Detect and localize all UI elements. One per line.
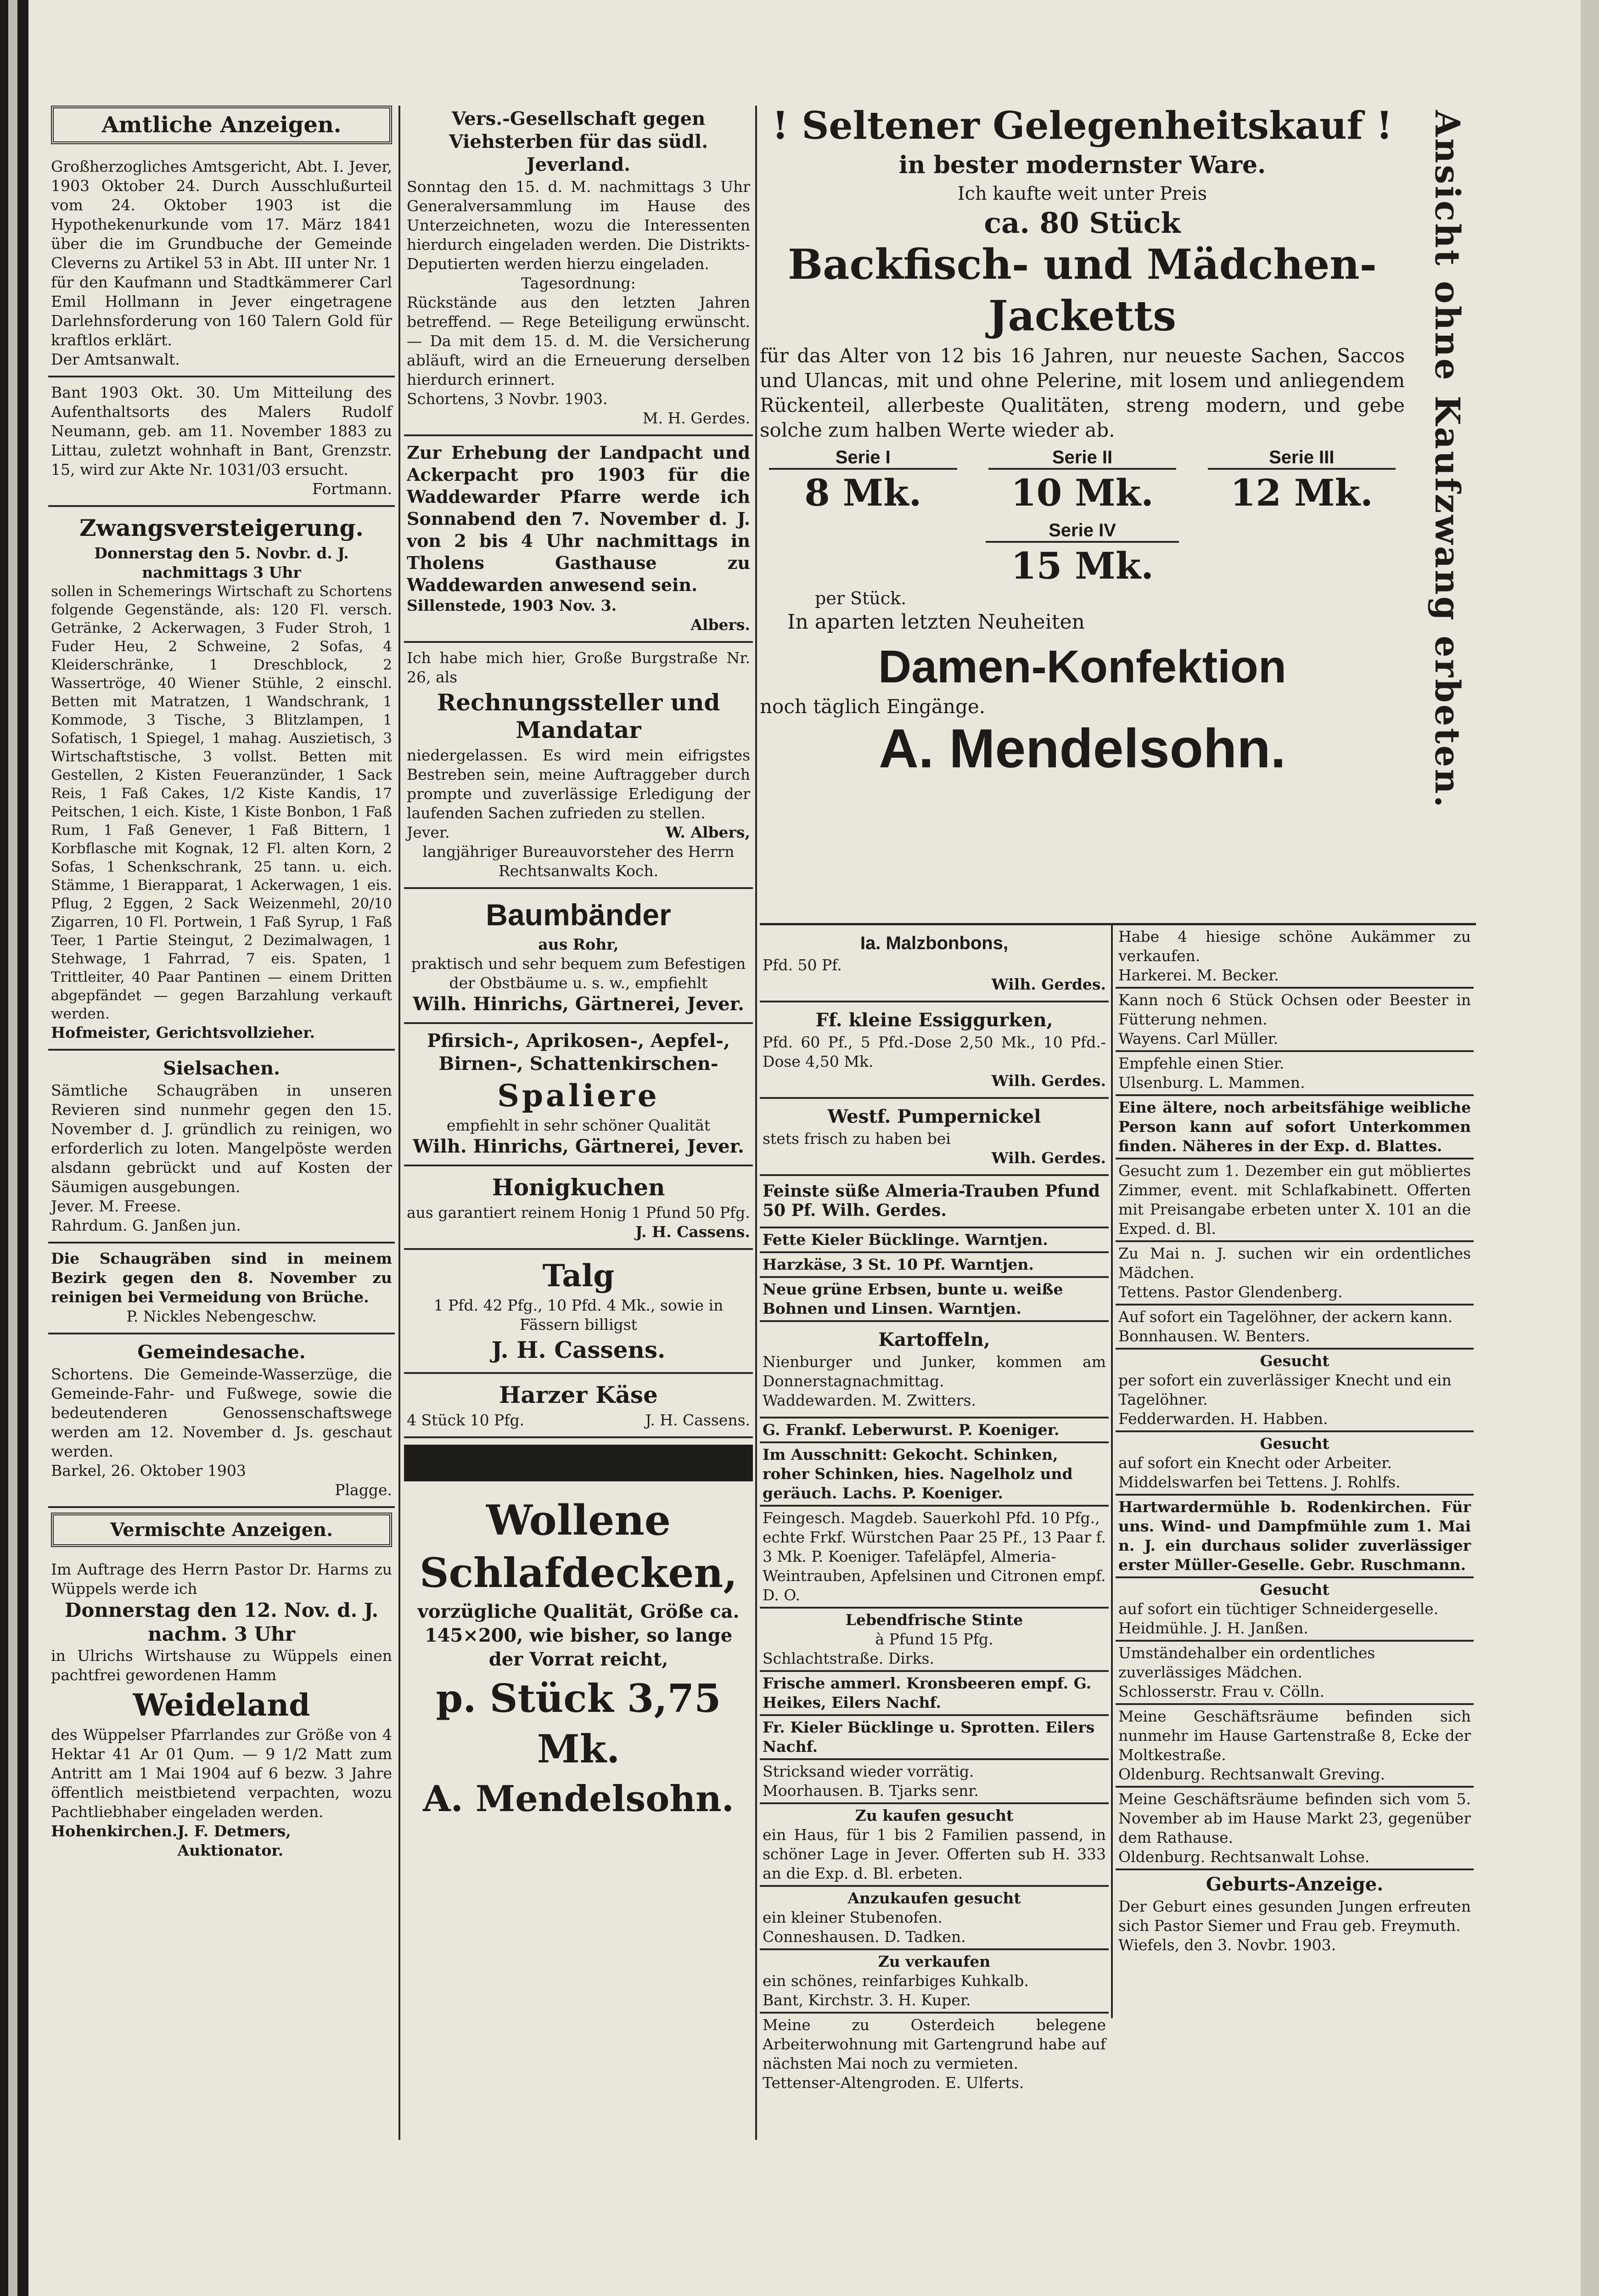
ad-text: Gesucht zum 1. Dezember ein gut möbliertes Zimmer, event. mit Schlafkabinett. Offerten mit Preisangabe erbeten unter X. 101 an die Exped. d. Bl. — [1118, 1162, 1471, 1238]
ad-title: Gesucht — [1260, 1581, 1330, 1598]
ad-title: Gemeindesache. — [137, 1341, 306, 1363]
ad-hypothek — [48, 152, 395, 377]
ad-aukaemmer — [1116, 925, 1474, 989]
price-value: 10 Mk. — [1010, 471, 1154, 514]
ad-erbsen — [760, 1278, 1109, 1322]
ad-title: Westf. Pumpernickel — [827, 1106, 1041, 1127]
ad-text: G. Frankf. Leberwurst. P. Koeniger. — [763, 1421, 1060, 1439]
ad-title: Talg — [542, 1258, 615, 1294]
ad-title: ! Seltener Gelegenheitskauf ! — [772, 104, 1393, 148]
ad-text: Ich kaufte weit unter Preis — [957, 183, 1207, 204]
ad-text: ein schönes, reinfarbiges Kuhkalb. — [763, 1972, 1029, 1990]
ad-text: auf sofort ein Knecht oder Arbeiter. — [1118, 1454, 1392, 1472]
ad-date: Schortens, 3 Novbr. 1903. — [407, 390, 608, 408]
ad-text: Im Auftrage des Herrn Pastor Dr. Harms zu Wüppels werde ich — [51, 1560, 392, 1598]
ad-sielsachen — [48, 1051, 395, 1244]
column-rule — [1111, 925, 1113, 2018]
ad-text: Umständehalber ein ordentliches zuverlässiges Mädchen. — [1118, 1644, 1375, 1681]
ad-sign: Schlachtstraße. Dirks. — [763, 1649, 934, 1667]
ad-text: Bant 1903 Okt. 30. Um Mitteilung des Aufenthaltsorts des Malers Rudolf Neumann, geb. am 11. November 1883 zu Littau, zuletzt wohnhaft in Bant, Grenzstr. 15, wird zur Akte Nr. 1031/03 ersucht. — [51, 383, 392, 478]
price-label: Serie II — [988, 447, 1177, 470]
ad-text: Pfd. 60 Pf., 5 Pfd.-Dose 2,50 Mk., 10 Pfd.-Dose 4,50 Mk. — [763, 1033, 1106, 1070]
ad-text: 4 Stück 10 Pfg. — [407, 1411, 525, 1429]
ad-sign: Middelswarfen bei Tettens. J. Rohlfs. — [1118, 1473, 1401, 1491]
ad-text: Auf sofort ein Tagelöhner, der ackern kann. — [1118, 1308, 1453, 1326]
ad-title: Zwangsversteigerung. — [79, 514, 364, 541]
ad-zu-kaufen — [760, 1804, 1109, 1887]
ad-honigkuchen — [404, 1166, 753, 1250]
ad-sign: J. H. Cassens. — [635, 1223, 750, 1241]
ad-title: Zu kaufen gesucht — [855, 1806, 1014, 1824]
ad-text: Hartwardermühle b. Rodenkirchen. Für uns. Wind- und Dampfmühle zum 1. Mai n. J. ein durchaus solider zuverlässiger erster Müller-Geselle. Gebr. Ruschmann. — [1118, 1498, 1471, 1574]
ad-text: stets frisch zu haben bei — [763, 1130, 951, 1148]
ad-sign: J. H. Cassens. — [645, 1411, 750, 1429]
ad-text: Der Geburt eines gesunden Jungen erfreuten sich Pastor Siemer und Frau geb. Freymuth. — [1118, 1897, 1471, 1935]
black-rule — [404, 1445, 753, 1481]
ad-sign: Hofmeister, Gerichtsvollzieher. — [51, 1024, 315, 1041]
ad-sign: Oldenburg. Rechtsanwalt Greving. — [1118, 1765, 1385, 1783]
ad-text: Pfd. 50 Pf. — [763, 956, 842, 974]
ad-malzbonbons — [760, 925, 1109, 1002]
ad-title: Gesucht — [1260, 1435, 1330, 1452]
ad-essiggurken — [760, 1002, 1109, 1099]
ad-sign: Fortmann. — [312, 480, 392, 498]
ad-sign: Albers. — [690, 616, 750, 634]
ad-osterdeich — [760, 2014, 1109, 2094]
ad-title: Honigkuchen — [492, 1174, 665, 1201]
ad-ochsen — [1116, 989, 1474, 1052]
price-value: 12 Mk. — [1230, 471, 1373, 514]
ad-text: empfiehlt in sehr schöner Qualität — [446, 1116, 711, 1134]
ad-sign: Moorhausen. B. Tjarks senr. — [763, 1782, 979, 1800]
ad-text: Fr. Kieler Bücklinge u. Sprotten. Eilers Nachf. — [763, 1718, 1095, 1756]
ad-date: Wiefels, den 3. Novbr. 1903. — [1118, 1936, 1336, 1954]
ad-sign: Der Amtsanwalt. — [51, 350, 180, 368]
ad-place: Hohenkirchen. — [51, 1822, 178, 1840]
ad-text: Eine ältere, noch arbeitsfähige weibliche Person kann auf sofort Unterkommen finden. Näheres in der Exp. d. Blattes. — [1118, 1098, 1471, 1155]
ad-schlafdecken — [404, 1488, 753, 1830]
ad-text: Empfehle einen Stier. — [1118, 1054, 1285, 1072]
ad-text: Stricksand wieder vorrätig. — [763, 1762, 974, 1780]
page-edge — [1581, 0, 1599, 2296]
ad-text: Rückstände aus den letzten Jahren betreffend. — Rege Beteiligung erwünscht. — Da mit dem 15. d. M. die Versicherung abläuft, wird an die Erneuerung derselben hierdurch erinnert. — [407, 293, 750, 388]
ad-sign: Tettens. Pastor Glendenberg. — [1118, 1283, 1343, 1301]
ad-text: Die Schaugräben sind in meinem Bezirk gegen den 8. November zu reinigen bei Vermeidung von Brüche. — [51, 1249, 392, 1306]
ad-title: Anzukaufen gesucht — [847, 1889, 1021, 1907]
ad-sign: Wilh. Hinrichs, Gärtnerei, Jever. — [413, 1136, 744, 1157]
ad-geschaeft-greving — [1116, 1705, 1474, 1788]
ad-text: Neue grüne Erbsen, bunte u. weiße Bohnen und Linsen. Warntjen. — [763, 1280, 1063, 1317]
ad-text: Kann noch 6 Stück Ochsen oder Beester in Fütterung nehmen. — [1118, 991, 1471, 1028]
ad-zwangsversteigerung — [48, 507, 395, 1051]
ad-talg — [404, 1250, 753, 1374]
ad-title: Zu verkaufen — [878, 1953, 991, 1970]
ad-anzukaufen — [760, 1887, 1109, 1950]
ad-date: Donnerstag den 12. Nov. d. J. nachm. 3 Uhr — [64, 1599, 379, 1645]
ad-title: Geburts-Anzeige. — [1206, 1874, 1384, 1895]
vertical-slogan-text: Ansicht ohne Kaufzwang erbeten. — [1427, 110, 1467, 810]
ad-title: Baumbänder — [486, 898, 671, 932]
ad-sign: J. F. Detmers, Auktionator. — [177, 1822, 291, 1859]
column-3a — [760, 925, 1109, 2092]
price-row — [769, 447, 1396, 516]
price-serie-2 — [988, 447, 1177, 516]
ad-text: à Pfund 15 Pfg. — [875, 1630, 993, 1648]
ad-subtitle: in bester modernster Ware. — [898, 151, 1266, 179]
amtliche-header: Amtliche Anzeigen. — [51, 106, 392, 144]
ad-text: Feinste süße Almeria-Trauben Pfund 50 Pf. Wilh. Gerdes. — [763, 1182, 1100, 1220]
ad-baumbaender — [404, 889, 753, 1024]
ad-sign: Wilh. Hinrichs, Gärtnerei, Jever. — [413, 993, 744, 1015]
ad-title: Rechnungssteller und Mandatar — [437, 689, 720, 743]
ad-aeltere-person — [1116, 1096, 1474, 1159]
ad-weideland — [48, 1554, 395, 1867]
ad-text: Pfirsich-, Aprikosen-, Aepfel-, Birnen-, Schattenkirschen- — [427, 1030, 730, 1075]
ad-sign: J. H. Cassens. — [491, 1336, 666, 1363]
price-value: 8 Mk. — [804, 471, 922, 514]
ad-text: Frische ammerl. Kronsbeeren empf. G. Heikes, Eilers Nachf. — [763, 1674, 1092, 1711]
ad-text: Meine Geschäftsräume befinden sich vom 5. November ab im Hause Markt 23, gegenüber dem Rathause. — [1118, 1790, 1471, 1846]
ad-title-2: Backfisch- und Mädchen-Jacketts — [788, 240, 1377, 340]
ad-title-2: Schlafdecken, — [419, 1549, 738, 1597]
ad-text: In aparten letzten Neuheiten — [787, 610, 1085, 634]
ad-buecklinge — [760, 1228, 1109, 1253]
ad-geburt — [1116, 1870, 1474, 1957]
column-2 — [404, 101, 753, 2167]
ad-sign: Conneshausen. D. Tadken. — [763, 1928, 966, 1946]
ad-text: Großherzogliches Amtsgericht, Abt. I. Jever, 1903 Oktober 24. Durch Ausschlußurteil vom 24. Oktober 1903 ist die Hypothekenurkunde vom 17. März 1841 über die im Grundbuche der Gemeinde Cleverns zu Artikel 53 in Abt. III unter Nr. 1 für den Kaufmann und Stadtkämmerer Carl Emil Hollmann in Jever eingetragene Darlehnsforderung von 160 Talern Gold für kraftlos erklärt. — [51, 158, 392, 349]
ad-pumpernickel — [760, 1099, 1109, 1176]
ad-maedchen — [1116, 1242, 1474, 1306]
per-piece: per Stück. — [815, 588, 907, 608]
ad-text: ein Haus, für 1 bis 2 Familien passend, in schöner Lage in Jever. Offerten sub H. 333 an die Exp. d. Bl. erbeten. — [763, 1826, 1106, 1882]
ad-rechnungssteller — [404, 643, 753, 889]
vertical-slogan — [1421, 110, 1467, 932]
ad-versicherung — [404, 101, 753, 436]
ad-gesucht-knecht — [1116, 1350, 1474, 1432]
ad-title: Spaliere — [497, 1078, 660, 1114]
ad-ausschnitt — [760, 1443, 1109, 1507]
ad-place: Jever. — [407, 823, 450, 841]
ad-text: Feingesch. Magdeb. Sauerkohl Pfd. 10 Pfg., echte Frkf. Würstchen Paar 25 Pf., 13 Paar f. 3 Mk. P. Koeniger. Tafeläpfel, Almeria-Weintrauben, Apfelsinen und Citronen empf. D. O. — [763, 1509, 1106, 1604]
ad-title: Ff. kleine Essiggurken, — [815, 1009, 1053, 1031]
ad-text: Schortens. Die Gemeinde-Wasserzüge, die Gemeinde-Fahr- und Fußwege, sowie die bedeutenderen Genossenschaftswege werden am 12. November d. Js. geschaut werden. — [51, 1365, 392, 1460]
ad-sign: Bonnhausen. W. Benters. — [1118, 1327, 1310, 1345]
ad-text: aus garantiert reinem Honig 1 Pfund 50 Pfg. — [407, 1204, 750, 1221]
ad-sign: A. Mendelsohn. — [423, 1778, 734, 1820]
ad-text: sollen in Schemerings Wirtschaft zu Schortens folgende Gegenstände, als: 120 Fl. versch. Getränke, 2 Ackerwagen, 3 Fuder Stroh, 1 Fuder Heu, 2 Schweine, 2 Sofas, 4 Kleiderschränke, 1 Dreschblock, 2 Wassertröge, 40 Wiener Stühle, 2 einschl. Betten mit Matratzen, 1 Wandschrank, 1 Kommode, 3 Tische, 3 Blitzlampen, 1 Sofatisch, 1 Spiegel, 1 mahag. Auszietisch, 3 Wirtschaftstische, 3 vollst. Betten mit Gestellen, 2 Kisten Feueranzünder, 1 Sack Reis, 1 Faß Cakes, 1/2 Kiste Kandis, 17 Peitschen, 1 eich. Kiste, 1 Kiste Bonbon, 1 Faß Rum, 1 Faß Genever, 1 Faß Bittern, 1 Korbflasche mit Kognak, 12 Fl. alten Korn, 2 Sofas, 1 Schenkschrank, 25 tann. u. eich. Stämme, 1 Bierapparat, 1 Ackerwagen, 1 eis. Pflug, 2 Eggen, 2 Sack Weizenmehl, 20/10 Zigarren, 10 Fl. Portwein, 1 Faß Syrup, 1 Faß Teer, 1 Partie Steingut, 2 Dezimalwagen, 1 Stehwage, 1 Fahrrad, 7 eis. Spaten, 1 Trittleiter, 40 Paar Pantinen — einem Dritten abgepfändet — gegen Barzahlung verkauft werden. — [51, 583, 392, 1022]
ad-sign: Ulsenburg. L. Mammen. — [1118, 1074, 1305, 1092]
ad-text: praktisch und sehr bequem zum Befestigen der Obstbäume u. s. w., empfiehlt — [411, 955, 746, 992]
ad-price: p. Stück 3,75 Mk. — [436, 1676, 721, 1772]
ad-sign: P. Nickles Nebengeschw. — [126, 1307, 317, 1325]
ad-title: Ia. Malzbonbons, — [860, 933, 1009, 953]
ad-sign: Tettenser-Altengroden. E. Ulferts. — [763, 2074, 1024, 2092]
ad-text: Fette Kieler Bücklinge. Warntjen. — [763, 1231, 1048, 1249]
ad-title: Harzer Käse — [499, 1381, 658, 1408]
ad-text: niedergelassen. Es wird mein eifrigstes Bestreben sein, meine Auftraggeber durch prompte und zuverlässige Erledigung der laufenden Sachen zufrieden zu stellen. — [407, 746, 750, 822]
price-label: Serie I — [769, 447, 957, 470]
ad-text: Zu Mai n. J. suchen wir ein ordentliches Mädchen. — [1118, 1244, 1471, 1282]
ad-schaugraeben — [48, 1244, 395, 1334]
ad-text: per sofort ein zuverlässiger Knecht und ein Tagelöhner. — [1118, 1371, 1452, 1408]
ad-title: Wollene — [486, 1496, 671, 1545]
ad-text: Nienburger und Junker, kommen am Donnerstagnachmittag. — [763, 1353, 1106, 1390]
ad-gesucht-arbeiter — [1116, 1432, 1474, 1496]
ad-sauerkohl — [760, 1507, 1109, 1609]
ad-sign: Jever. M. Freese. — [51, 1197, 181, 1215]
ad-text: ein kleiner Stubenofen. — [763, 1908, 943, 1926]
ad-text: vorzügliche Qualität, Größe ca. 145×200, wie bisher, so lange der Vorrat reicht, — [417, 1601, 740, 1670]
ad-text: noch täglich Eingänge. — [760, 695, 986, 718]
ad-spaliere — [404, 1024, 753, 1166]
ad-title: Vers.-Gesellschaft gegen Viehsterben für das südl. Jeverland. — [449, 108, 708, 175]
previous-page-edge — [8, 0, 17, 2296]
price-serie-1 — [769, 447, 957, 516]
ad-sign: Plagge. — [335, 1481, 392, 1499]
ad-muehle — [1116, 1496, 1474, 1578]
ad-text: Harzkäse, 3 St. 10 Pf. Warntjen. — [763, 1255, 1034, 1273]
ad-aufenthalt — [48, 377, 395, 507]
ad-subtitle: Tagesordnung: — [521, 274, 636, 292]
price-serie-3 — [1208, 447, 1396, 516]
column-rule — [755, 106, 757, 2140]
price-value: 15 Mk. — [1010, 544, 1154, 587]
ad-gemeindesache — [48, 1334, 395, 1508]
ad-title: Sielsachen. — [163, 1058, 281, 1079]
ad-kronsbeeren — [760, 1672, 1109, 1716]
ad-date: Barkel, 26. Oktober 1903 — [51, 1462, 246, 1480]
ad-sign: Bant, Kirchstr. 3. H. Kuper. — [763, 1991, 971, 2009]
ad-title: Weideland — [133, 1687, 310, 1723]
ad-text: Meine Geschäftsräume befinden sich nunmehr im Hause Gartenstraße 8, Ecke der Moltkestraße. — [1118, 1707, 1471, 1764]
column-4 — [1116, 925, 1474, 2018]
ad-text: Im Ausschnitt: Gekocht. Schinken, roher Schinken, hies. Nagelholz und geräuch. Lachs. P. Koeniger. — [763, 1446, 1073, 1502]
ad-title: Gesucht — [1260, 1352, 1330, 1370]
price-serie-4 — [986, 520, 1179, 589]
ad-sign: Wayens. Carl Müller. — [1118, 1030, 1279, 1047]
ad-kartoffeln — [760, 1322, 1109, 1418]
ad-sign: Harkerei. M. Becker. — [1118, 966, 1279, 984]
ad-sign: Schlosserstr. Frau v. Cölln. — [1118, 1683, 1325, 1700]
ad-kieler — [760, 1716, 1109, 1760]
ad-text: Sämtliche Schaugräben in unseren Revieren sind nunmehr gegen den 15. November d. J. gründlich zu reinigen, wo erforderlich zu loten. Mangelpöste werden alsdann gebrückt und auf Kosten der Säumigen ausgebungen. — [51, 1081, 392, 1196]
ad-sign: Wilh. Gerdes. — [991, 1149, 1106, 1167]
ad-text: für das Alter von 12 bis 16 Jahren, nur neueste Sachen, Saccos und Ulancas, mit und ohne Pelerine, mit losem und anliegendem Rückenteil, allerbeste Qualitäten, streng modern, und gebe solche zum halben Werte wieder ab. — [760, 344, 1405, 441]
ad-text: auf sofort ein tüchtiger Schneidergeselle. — [1118, 1600, 1439, 1618]
ad-title: Lebendfrische Stinte — [845, 1611, 1023, 1629]
ad-sign: Rahrdum. G. Janßen jun. — [51, 1216, 241, 1234]
ad-zimmer — [1116, 1159, 1474, 1242]
ad-count: ca. 80 Stück — [984, 206, 1181, 240]
ad-tageloehner — [1116, 1306, 1474, 1350]
ad-sign: Fedderwarden. H. Habben. — [1118, 1410, 1328, 1428]
price-label: Serie IV — [986, 520, 1179, 543]
ad-text: des Wüppelser Pfarrlandes zur Größe von 4 Hektar 41 Ar 01 Qum. — 9 1/2 Matt zum Antritt am 1 Mai 1904 auf 6 bezw. 3 Jahre öffentlich meistbietend verpachten, wozu Pachtliebhaber eingeladen werden. — [51, 1726, 392, 1821]
ad-title: Kartoffeln, — [878, 1329, 990, 1351]
ad-sign: Heidmühle. J. H. Janßen. — [1118, 1619, 1308, 1637]
ad-text: Zur Erhebung der Landpacht und Ackerpacht pro 1903 für die Waddewarder Pfarre werde ich Sonnabend den 7. November d. J. von 2 bis 4 Uhr nachmittags in Tholens Gasthause zu Waddewarden anwesend sein. — [407, 442, 750, 595]
ad-leberwurst — [760, 1418, 1109, 1443]
mendelsohn-name: A. Mendelsohn. — [879, 718, 1286, 779]
ad-sign: W. Albers, — [665, 823, 750, 841]
ad-sign: Wilh. Gerdes. — [991, 975, 1106, 993]
ad-subtitle: Donnerstag den 5. Novbr. d. J. nachmittags 3 Uhr — [94, 544, 349, 581]
ad-umstaende — [1116, 1642, 1474, 1705]
ad-stricksand — [760, 1760, 1109, 1804]
damen-konfektion: Damen-Konfektion — [878, 641, 1286, 692]
ad-sign: Wilh. Gerdes. — [991, 1072, 1106, 1090]
ad-text: Meine zu Osterdeich belegene Arbeiterwohnung mit Gartengrund habe auf nächsten Mai noch zu vermieten. — [763, 2016, 1106, 2072]
ad-text: Habe 4 hiesige schöne Aukämmer zu verkaufen. — [1118, 928, 1471, 965]
ad-sign: Waddewarden. M. Zwitters. — [763, 1391, 976, 1409]
ad-harzkaese — [760, 1253, 1109, 1278]
column-3-top — [760, 101, 1405, 923]
ad-text: Ich habe mich hier, Große Burgstraße Nr. 26, als — [407, 649, 750, 686]
ad-text: 1 Pfd. 42 Pfg., 10 Pfd. 4 Mk., sowie in Fässern billigst — [433, 1296, 724, 1334]
ad-sign: Oldenburg. Rechtsanwalt Lohse. — [1118, 1848, 1370, 1866]
ad-harzer — [404, 1374, 753, 1438]
ad-text: langjähriger Bureauvorsteher des Herrn Rechtsanwalts Koch. — [422, 843, 735, 880]
ad-schneider — [1116, 1578, 1474, 1642]
ad-landpacht — [404, 436, 753, 643]
ad-date: Sillenstede, 1903 Nov. 3. — [407, 597, 617, 614]
column-rule — [398, 106, 400, 2140]
vermischte-header: Vermischte Anzeigen. — [51, 1513, 392, 1547]
ad-geschaeft-lohse — [1116, 1788, 1474, 1870]
ad-zu-verkaufen — [760, 1950, 1109, 2014]
ad-almeria — [760, 1176, 1109, 1228]
ad-text: Sonntag den 15. d. M. nachmittags 3 Uhr Generalversammlung im Hause des Unterzeichneten, wozu die Interessenten hierdurch eingeladen werden. Die Distrikts-Deputierten werden hierzu eingeladen. — [407, 178, 750, 273]
column-1 — [48, 101, 395, 2167]
ad-sign: M. H. Gerdes. — [642, 409, 750, 427]
price-label: Serie III — [1208, 447, 1396, 470]
ad-stier — [1116, 1052, 1474, 1096]
ad-stinte — [760, 1609, 1109, 1672]
ad-text: in Ulrichs Wirtshause zu Wüppels einen pachtfrei gewordenen Hamm — [51, 1647, 392, 1684]
ad-subtitle: aus Rohr, — [538, 935, 619, 953]
